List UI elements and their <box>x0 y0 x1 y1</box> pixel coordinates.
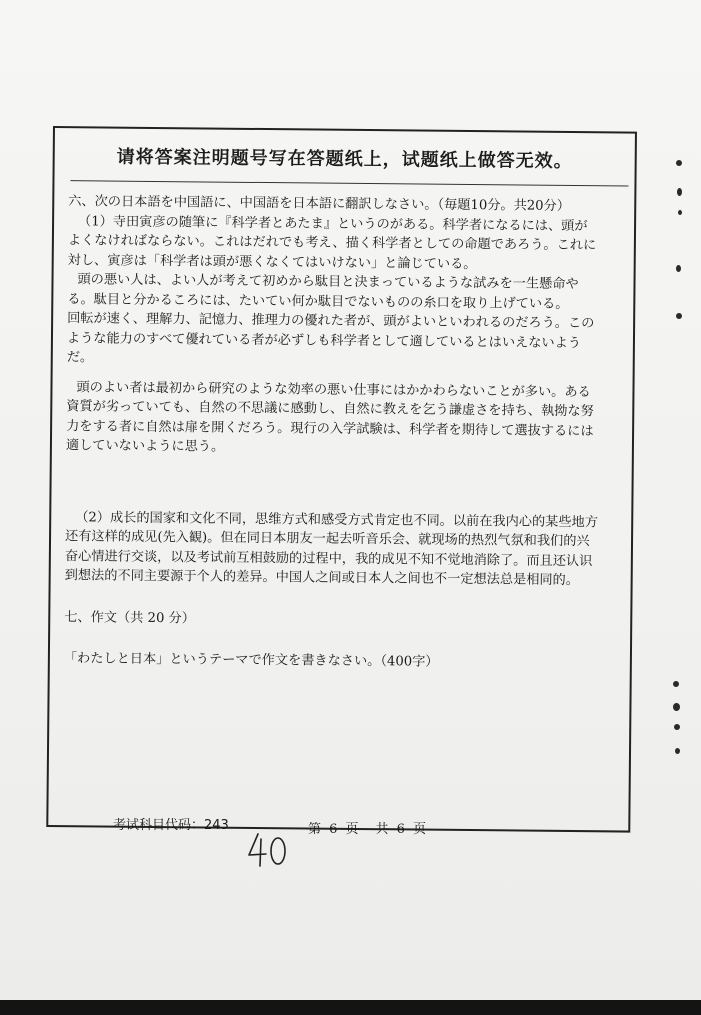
section-7-title: 七、作文（共 20 分） <box>64 609 196 626</box>
question-1-text <box>66 212 628 461</box>
answer-instruction-header: 请将答案注明题号写在答题纸上，试题纸上做答无效。 <box>116 146 573 172</box>
binding-hole-mark <box>673 681 679 687</box>
q2-line: 还有这样的成见(先入観)。但在同日本朋友一起去听音乐会、就现场的热烈气氛和我们的兴 <box>64 529 590 550</box>
handwritten-score-mark <box>246 830 290 870</box>
q1-line: （1）寺田寅彦の随筆に『科学者とあたま』というのがある。科学者になるには、頭が <box>78 213 588 234</box>
q1-line: 適していないように思う。 <box>65 438 225 455</box>
binding-hole-mark <box>676 313 682 319</box>
question-frame <box>46 126 637 833</box>
q1-line: 力をする者に自然は扉を開くだろう。現行の入学試験は、科学者を期待して選抜するには <box>66 418 594 439</box>
binding-hole-mark <box>675 748 680 754</box>
binding-hole-mark <box>676 160 682 166</box>
q1-line: 頭のよい者は最初から研究のような効率の悪い仕事にはかかわらないことが多い。ある <box>76 379 591 400</box>
section-6-title: 六、次の日本語を中国語に、中国語を日本語に翻訳しなさい。（毎題10分。共20分） <box>68 194 571 214</box>
header-divider <box>70 180 628 186</box>
essay-prompt: 「わたしと日本」というテーマで作文を書きなさい。（400字） <box>63 651 439 670</box>
q2-line: 到想法的不同主要源于个人的差异。中国人之间或日本人之间也不一定想法总是相同的。 <box>64 568 580 589</box>
q1-line: よくなければならない。これはだれでも考え、描く科学者としての命題であろう。これに <box>67 233 597 254</box>
q1-line: 資質が劣っていても、自然の不思議に感動し、自然に教えを乞う謙虚さを持ち、執拗な努 <box>66 399 594 420</box>
q1-line: 頭の悪い人は、よい人が考えて初めから駄目と決まっているような試みを一生懸命や <box>77 272 579 293</box>
page-indicator: 第 6 页 共 6 页 <box>308 822 429 837</box>
q1-line: 対し、寅彦は「科学者は頭が悪くなくてはいけない」と論じている。 <box>67 252 477 272</box>
binding-hole-mark <box>677 188 682 196</box>
binding-hole-mark <box>678 210 682 215</box>
binding-hole-mark <box>673 703 680 711</box>
q1-line: だ。 <box>66 350 94 366</box>
q1-line: ような能力のすべて優れている者が必ずしも科学者として適しているとはいえないよう <box>66 330 582 351</box>
q2-line: 奋心情进行交谈，以及考试前互相鼓励的过程中，我的成见不知不觉地消除了。而且还认识 <box>64 548 593 569</box>
binding-hole-mark <box>674 724 680 730</box>
q1-line: 回転が速く、理解力、記憶力、推理力の優れた者が、頭がよいといわれるのだろう。この <box>67 311 595 332</box>
scan-bottom-edge <box>0 1000 701 1015</box>
q2-line: （2）成长的国家和文化不同，思维方式和感受方式肯定也不同。以前在我内心的某些地方 <box>75 509 598 530</box>
q1-line: る。駄目と分かるころには、たいてい何か駄目でないものの糸口を取り上げている。 <box>67 291 569 312</box>
question-body <box>64 192 629 674</box>
question-2-text <box>65 508 626 591</box>
subject-code: 考试科目代码：243 <box>113 818 229 833</box>
binding-hole-mark <box>676 265 681 272</box>
